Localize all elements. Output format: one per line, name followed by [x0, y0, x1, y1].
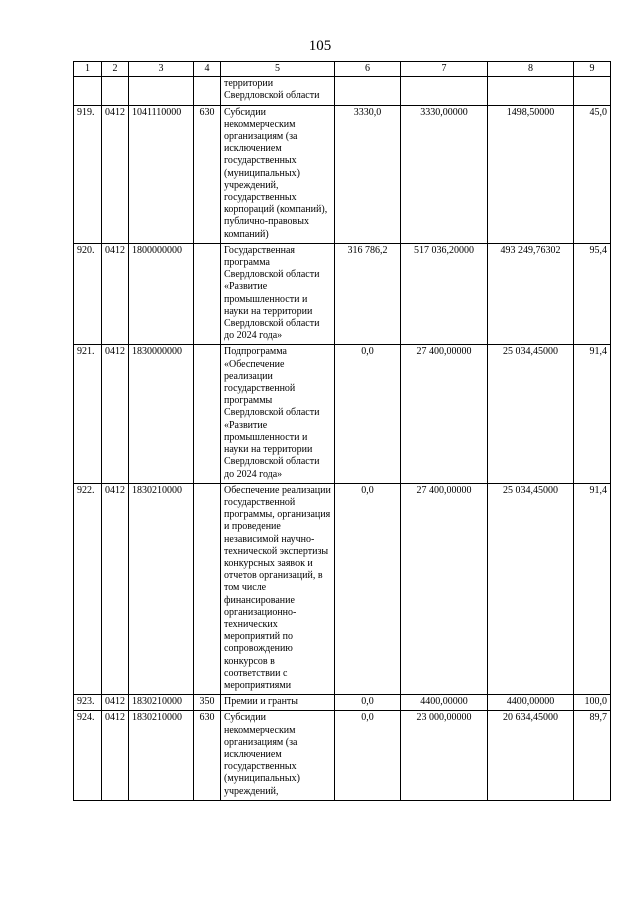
- adjusted-amount-cell: 27 400,00000: [401, 345, 488, 483]
- row-number-cell: 920.: [74, 243, 102, 345]
- target-code-cell: 1830210000: [129, 711, 194, 800]
- column-header: 6: [335, 62, 401, 77]
- column-header: 5: [221, 62, 335, 77]
- page-number: 105: [308, 38, 332, 54]
- row-number-cell: [74, 77, 102, 105]
- adjusted-amount-cell: 517 036,20000: [401, 243, 488, 345]
- column-header: 2: [102, 62, 129, 77]
- expense-type-cell: 630: [194, 105, 221, 243]
- section-code-cell: 0412: [102, 695, 129, 711]
- plan-amount-cell: 0,0: [335, 345, 401, 483]
- row-number-cell: 923.: [74, 695, 102, 711]
- adjusted-amount-cell: 27 400,00000: [401, 483, 488, 694]
- expense-type-cell: 350: [194, 695, 221, 711]
- item-name-cell: Подпрограмма «Обеспечение реализации государственной программы Свердловской области «Развитие промышленности и науки на территории Свердловской области до 2024 года»: [221, 345, 335, 483]
- expense-type-cell: [194, 77, 221, 105]
- executed-amount-cell: 1498,50000: [488, 105, 574, 243]
- target-code-cell: 1041110000: [129, 105, 194, 243]
- percent-cell: [574, 77, 611, 105]
- item-name-cell: Государственная программа Свердловской области «Развитие промышленности и науки на территории Свердловской области до 2024 года»: [221, 243, 335, 345]
- table-row: [74, 105, 611, 243]
- expense-type-cell: [194, 243, 221, 345]
- adjusted-amount-cell: 4400,00000: [401, 695, 488, 711]
- table-row: [74, 345, 611, 483]
- plan-amount-cell: 0,0: [335, 483, 401, 694]
- executed-amount-cell: [488, 77, 574, 105]
- target-code-cell: 1830210000: [129, 483, 194, 694]
- executed-amount-cell: 25 034,45000: [488, 345, 574, 483]
- expense-type-cell: [194, 345, 221, 483]
- executed-amount-cell: 4400,00000: [488, 695, 574, 711]
- plan-amount-cell: 3330,0: [335, 105, 401, 243]
- target-code-cell: 1800000000: [129, 243, 194, 345]
- item-name-cell: территории Свердловской области: [221, 77, 335, 105]
- budget-table: [73, 61, 611, 801]
- section-code-cell: [102, 77, 129, 105]
- item-name-cell: Обеспечение реализации государственной программы, организация и проведение независимой научно-технической экспертизы конкурсных заявок и отчетов организаций, в том числе финансирование организационно-технических мероприятий по сопровождению конкурсов в соответствии с мероприятиями: [221, 483, 335, 694]
- executed-amount-cell: 20 634,45000: [488, 711, 574, 800]
- column-header: 9: [574, 62, 611, 77]
- plan-amount-cell: 0,0: [335, 711, 401, 800]
- table-row: [74, 243, 611, 345]
- column-header: 4: [194, 62, 221, 77]
- plan-amount-cell: [335, 77, 401, 105]
- percent-cell: 100,0: [574, 695, 611, 711]
- column-header: 1: [74, 62, 102, 77]
- percent-cell: 91,4: [574, 483, 611, 694]
- percent-cell: 89,7: [574, 711, 611, 800]
- table-row: [74, 695, 611, 711]
- plan-amount-cell: 316 786,2: [335, 243, 401, 345]
- target-code-cell: 1830000000: [129, 345, 194, 483]
- adjusted-amount-cell: [401, 77, 488, 105]
- column-header: 3: [129, 62, 194, 77]
- executed-amount-cell: 493 249,76302: [488, 243, 574, 345]
- adjusted-amount-cell: 3330,00000: [401, 105, 488, 243]
- section-code-cell: 0412: [102, 243, 129, 345]
- item-name-cell: Премии и гранты: [221, 695, 335, 711]
- adjusted-amount-cell: 23 000,00000: [401, 711, 488, 800]
- table-row: [74, 77, 611, 105]
- header-row: [74, 62, 611, 77]
- percent-cell: 45,0: [574, 105, 611, 243]
- row-number-cell: 921.: [74, 345, 102, 483]
- row-number-cell: 924.: [74, 711, 102, 800]
- target-code-cell: [129, 77, 194, 105]
- table-row: [74, 483, 611, 694]
- target-code-cell: 1830210000: [129, 695, 194, 711]
- section-code-cell: 0412: [102, 105, 129, 243]
- plan-amount-cell: 0,0: [335, 695, 401, 711]
- column-header: 7: [401, 62, 488, 77]
- item-name-cell: Субсидии некоммерческим организациям (за исключением государственных (муниципальных) учреждений,: [221, 711, 335, 800]
- expense-type-cell: 630: [194, 711, 221, 800]
- expense-type-cell: [194, 483, 221, 694]
- section-code-cell: 0412: [102, 345, 129, 483]
- section-code-cell: 0412: [102, 483, 129, 694]
- percent-cell: 95,4: [574, 243, 611, 345]
- column-header: 8: [488, 62, 574, 77]
- table-row: [74, 711, 611, 800]
- row-number-cell: 922.: [74, 483, 102, 694]
- row-number-cell: 919.: [74, 105, 102, 243]
- section-code-cell: 0412: [102, 711, 129, 800]
- executed-amount-cell: 25 034,45000: [488, 483, 574, 694]
- percent-cell: 91,4: [574, 345, 611, 483]
- item-name-cell: Субсидии некоммерческим организациям (за исключением государственных (муниципальных) учреждений, государственных корпораций (компаний), публично-правовых компаний): [221, 105, 335, 243]
